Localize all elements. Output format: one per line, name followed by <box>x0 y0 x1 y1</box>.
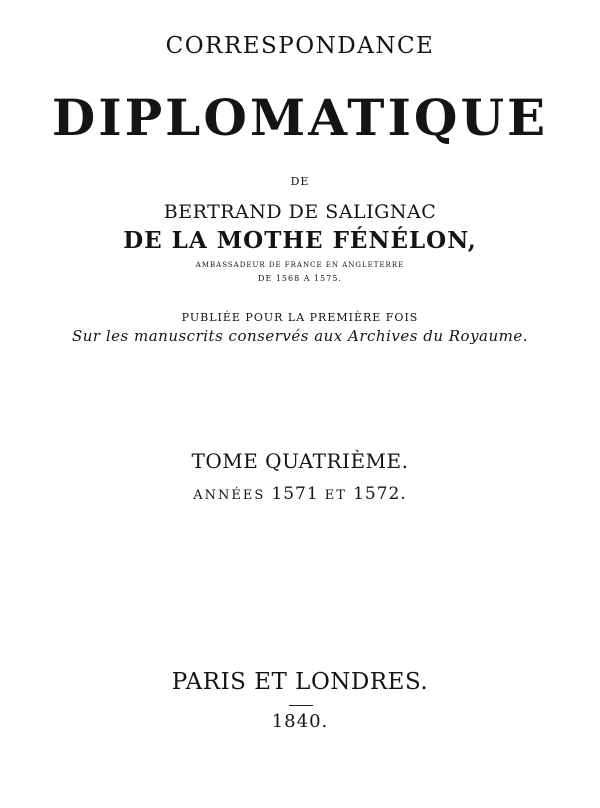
manuscripts-note: Sur les manuscrits conservés aux Archives du Royaume. <box>71 327 529 345</box>
years-conjunction: ET <box>324 488 347 503</box>
ambassador-years: DE 1568 A 1575. <box>258 274 342 283</box>
publication-place: PARIS ET LONDRES. <box>171 669 429 695</box>
separator-rule <box>289 705 313 706</box>
years-covered <box>0 484 600 504</box>
year-end: 1572. <box>353 484 407 504</box>
ambassador-title: AMBASSADEUR DE FRANCE EN ANGLETERRE <box>195 261 405 269</box>
preposition-de: DE <box>290 175 310 188</box>
publication-note: PUBLIÉE POUR LA PREMIÈRE FOIS <box>181 311 419 324</box>
title-line-1: CORRESPONDANCE <box>165 33 435 59</box>
author-line-1: BERTRAND DE SALIGNAC <box>163 201 437 223</box>
year-start: 1571 <box>271 484 319 504</box>
publication-year: 1840. <box>271 711 329 732</box>
author-line-2: DE LA MOTHE FÉNÉLON, <box>123 227 477 254</box>
volume-label: TOME QUATRIÈME. <box>191 449 409 473</box>
years-label: ANNÉES <box>193 488 266 503</box>
title-line-2: DIPLOMATIQUE <box>51 88 549 147</box>
